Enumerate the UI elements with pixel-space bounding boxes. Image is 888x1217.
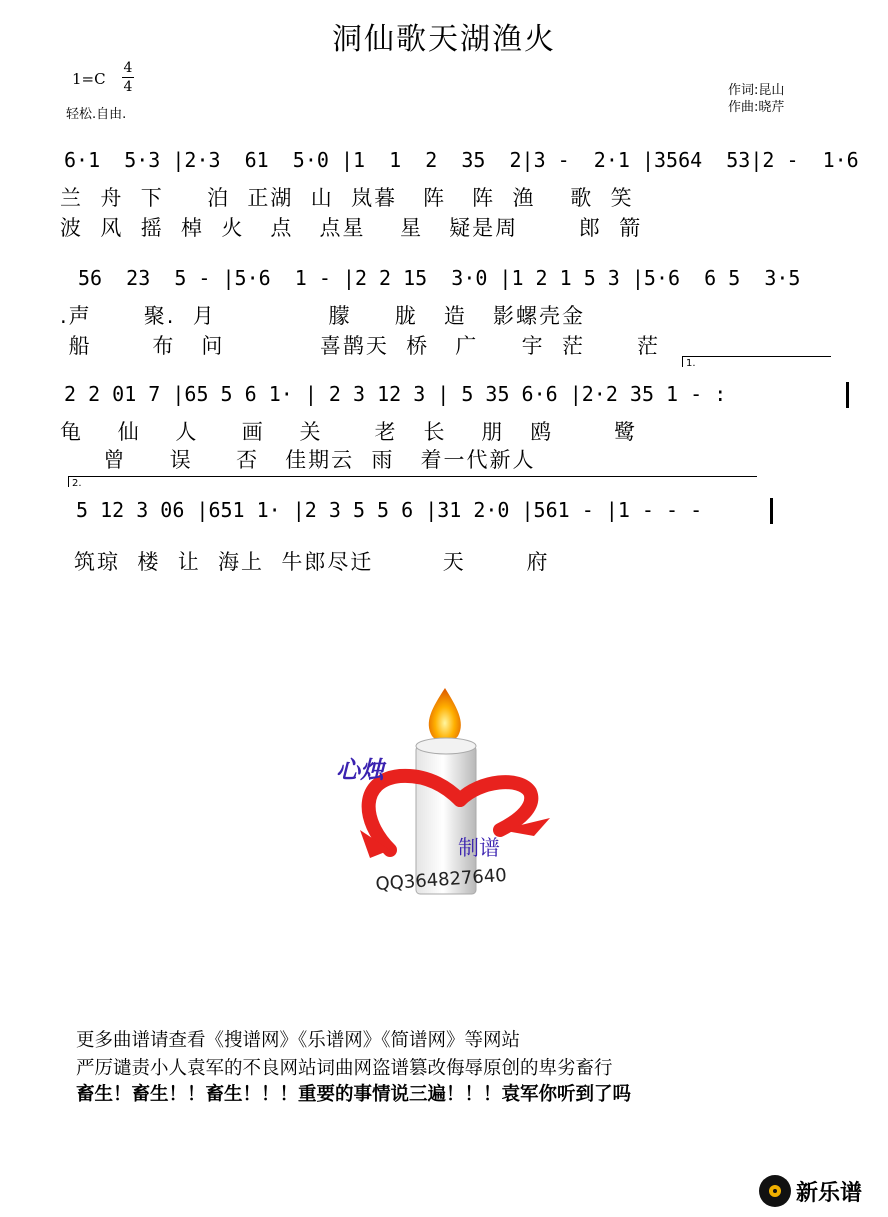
score-line-3-lyrics-1: 龟 仙 人 画 关 老 长 朋 鸥 鹭 [60,420,638,444]
logo-made-text: 制谱 [458,836,500,860]
time-signature-bottom: 4 [123,79,133,95]
record-icon [758,1174,792,1208]
score-line-4-notes: 5 12 3 06 |651 1· |2 3 5 5 6 |31 2·0 |561 - |1 - - - [76,498,703,522]
page-title: 洞仙歌天湖渔火 [332,22,556,57]
score-line-2-notes: 56 23 5 - |5·6 1 - |2 2 15 3·0 |1 2 1 5 3 |5·6 6 5 3·5 [78,266,801,290]
time-signature-top: 4 [123,60,133,76]
key-signature: 1=C [72,70,106,88]
volta-bracket-1 [682,356,831,367]
credits [728,82,784,116]
score-line-4-lyrics-1: 筑琼 楼 让 海上 牛郎尽迁 天 府 [74,550,550,574]
watermark-text: 新乐谱 [796,1180,863,1206]
lyricist: 作词:昆山 [728,83,785,98]
repeat-barline [846,382,849,408]
score-line-1-lyrics-1: 兰 舟 下 泊 正湖 山 岚暮 阵 阵 渔 歌 笑 [60,186,634,210]
candle-heart-logo [320,680,560,910]
notice-line-2: 严厉谴责小人袁军的不良网站词曲网盗谱篡改侮辱原创的卑劣畜行 [76,1058,613,1079]
logo-heart-text: 心烛 [336,756,384,784]
score-line-1-lyrics-2: 波 风 摇 棹 火 点 点星 星 疑是周 郎 箭 [60,216,643,240]
volta-label-1: 1. [686,358,696,369]
score-line-3-lyrics-2: 曾 误 否 佳期云 雨 着一代新人 [60,448,536,472]
notice-line-3: 畜生！畜生！！畜生！！！重要的事情说三遍！！！袁军你听到了吗 [76,1084,632,1105]
logo-qq-text: QQ364827640 [374,864,508,895]
notice-line-1: 更多曲谱请查看《搜谱网》《乐谱网》《简谱网》等网站 [76,1030,521,1051]
score-line-2-lyrics-1: .声 聚. 月 朦 胧 造 影螺壳金 [60,304,585,328]
tempo-marking: 轻松.自由. [66,107,127,122]
volta-bracket-2 [68,476,757,487]
score-line-3-notes: 2 2 01 7 |65 5 6 1· | 2 3 12 3 | 5 35 6·6 |2·2 35 1 - : [64,382,727,406]
final-barline [770,498,773,524]
composer: 作曲:晓芹 [728,100,785,115]
time-signature [122,60,134,95]
flame-icon [429,688,461,742]
watermark [758,1174,862,1208]
volta-label-2: 2. [72,478,82,489]
score-line-1-notes: 6·1 5·3 |2·3 61 5·0 |1 1 2 35 2|3 - 2·1 |3564 53|2 - 1·6 [64,148,859,172]
score-line-2-lyrics-2: 船 布 问 喜鹊天 桥 广 宇 茫 茫 [60,334,661,358]
